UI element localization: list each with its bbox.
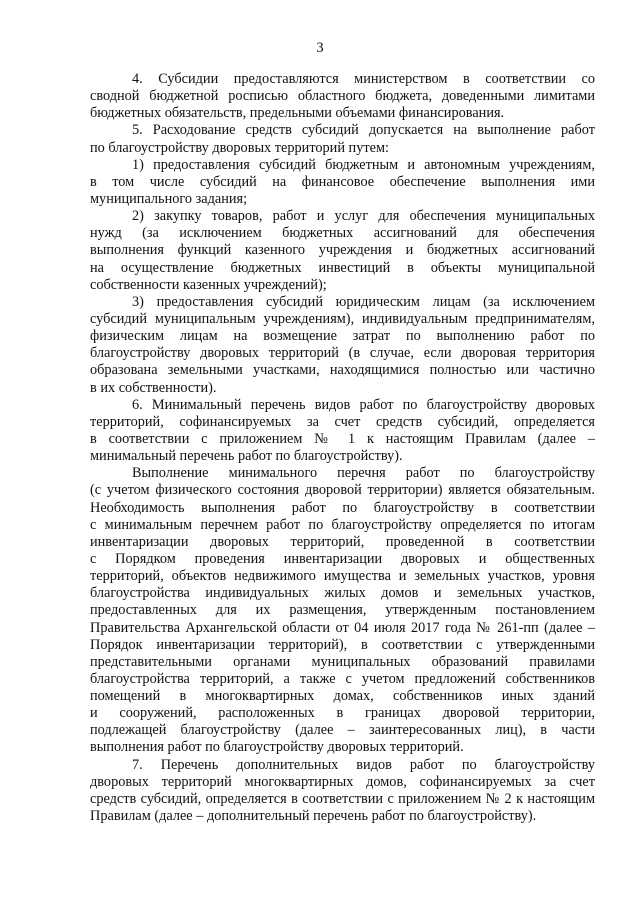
text-line: Правительства Архангельской области от 04 июля 2017 года № 261-пп (далее –: [90, 619, 595, 636]
text-line: минимальный перечень работ по благоустройству).: [90, 448, 403, 465]
text-line: Порядок инвентаризации территорий), в соответствии с утвержденными: [90, 636, 595, 653]
text-line: нужд (за исключением бюджетных ассигнований для обеспечения: [90, 225, 595, 242]
text-line: по благоустройству дворовых территорий путем:: [90, 139, 389, 156]
page-number: 3: [316, 40, 324, 56]
text-line: 4. Субсидии предоставляются министерством в соответствии со: [132, 71, 595, 87]
text-line: муниципального задания;: [90, 190, 248, 207]
text-line: Правилам (далее – дополнительный перечень работ по благоустройству).: [90, 808, 537, 825]
text-line: дворовых территорий многоквартирных домов, софинансируемых за счет: [90, 773, 595, 790]
text-line: помещений в многоквартирных домах, собственников иных зданий: [90, 688, 595, 705]
text-line: (с учетом физического состояния дворовой территории) является обязательным.: [90, 482, 595, 499]
text-line: предоставленных для их размещения, утвержденным постановлением: [90, 602, 595, 619]
text-line: средств субсидий, определяется в соответствии с приложением № 2 к настоящим: [90, 790, 595, 807]
text-line: 7. Перечень дополнительных видов работ по благоустройству: [132, 756, 595, 773]
text-line: бюджетных обязательств, предельными объемами финансирования.: [90, 105, 505, 122]
text-line: территорий, объектов недвижимого имущества и земельных участков, уровня: [90, 568, 595, 585]
text-line: с Порядком проведения инвентаризации дворовых и общественных: [90, 550, 595, 567]
text-line: выполнения функций казенного учреждения и бюджетных ассигнований: [90, 242, 595, 259]
text-line: благоустройства территорий, а также с учетом предложений собственников: [90, 670, 595, 687]
text-line: выполнения работ по благоустройству дворовых территорий.: [90, 739, 464, 756]
text-line: инвентаризации дворовых территорий, проведенной в соответствии: [90, 533, 595, 550]
text-line: собственности казенных учреждений);: [90, 276, 327, 293]
text-line: Необходимость выполнения работ по благоустройству в соответствии: [90, 499, 595, 516]
text-line: представительными органами муниципальных образований правилами: [90, 653, 595, 670]
text-line: сводной бюджетной росписью областного бюджета, доведенными лимитами: [90, 88, 595, 105]
text-line: в соответствии с приложением № 1 к настоящим Правилам (далее –: [90, 430, 595, 447]
text-line: и сооружений, расположенных в границах дворовой территории,: [90, 705, 595, 722]
text-line: в их собственности).: [90, 379, 217, 396]
text-line: с минимальным перечнем работ по благоустройству определяется по итогам: [90, 516, 595, 533]
text-line: Выполнение минимального перечня работ по благоустройству: [132, 465, 595, 482]
text-line: подлежащей благоустройству (далее – заинтересованных лиц), в части: [90, 722, 595, 739]
text-line: 5. Расходование средств субсидий допускается на выполнение работ: [132, 122, 595, 139]
text-line: 2) закупку товаров, работ и услуг для обеспечения муниципальных: [132, 208, 595, 225]
text-line: территорий, софинансируемых за счет средств субсидий, определяется: [90, 413, 595, 430]
text-line: 3) предоставления субсидий юридическим лицам (за исключением: [132, 293, 595, 310]
text-line: образована земельными участками, находящимися полностью или частично: [90, 362, 595, 379]
text-line: 6. Минимальный перечень видов работ по благоустройству дворовых: [132, 396, 595, 413]
text-line: благоустройству дворовых территорий (в случае, если дворовая территория: [90, 345, 595, 362]
text-line: благоустройства индивидуальных жилых домов и земельных участков,: [90, 585, 595, 602]
text-line: на осуществление бюджетных инвестиций в объекты муниципальной: [90, 259, 595, 276]
text-line: в том числе субсидий на финансовое обеспечение выполнения ими: [90, 173, 595, 190]
text-line: физическим лицам на возмещение затрат по выполнению работ по: [90, 328, 595, 345]
text-line: 1) предоставления субсидий бюджетным и автономным учреждениям,: [132, 156, 595, 173]
document-body: [90, 71, 595, 825]
text-line: субсидий муниципальным учреждениям), индивидуальным предпринимателям,: [90, 310, 595, 327]
